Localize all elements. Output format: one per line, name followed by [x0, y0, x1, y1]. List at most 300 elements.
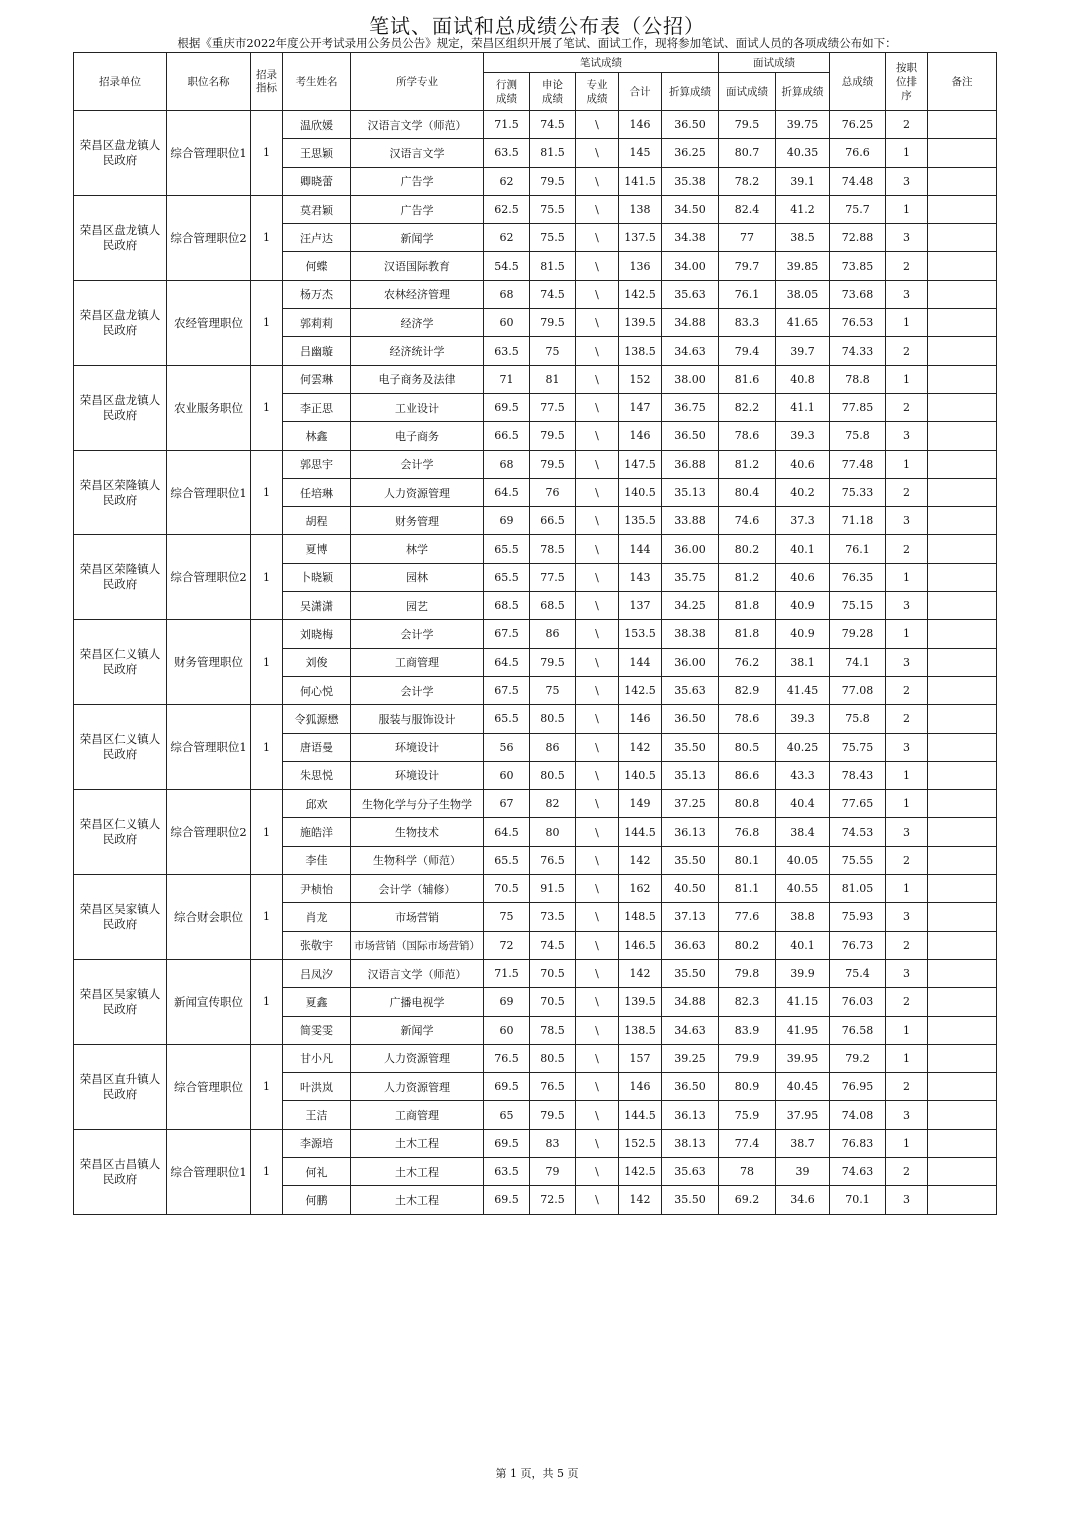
written-total: 142.5 — [619, 1157, 662, 1185]
rank: 1 — [886, 761, 928, 789]
table-row — [74, 1044, 997, 1072]
candidate-major: 汉语言文学（师范） — [351, 959, 484, 987]
position-name: 农业服务职位 — [167, 365, 251, 450]
final-score: 76.1 — [830, 535, 886, 563]
interview-converted: 39.95 — [776, 1044, 830, 1072]
zhuanye-score: \ — [576, 280, 619, 308]
table-row — [74, 1129, 997, 1157]
xingce-score: 62 — [484, 167, 530, 195]
final-score: 78.8 — [830, 365, 886, 393]
remark — [928, 761, 997, 789]
remark — [928, 478, 997, 506]
quota: 1 — [251, 280, 283, 365]
rank: 1 — [886, 195, 928, 223]
shenlun-score: 80.5 — [530, 705, 576, 733]
remark — [928, 818, 997, 846]
interview-score: 76.1 — [719, 280, 776, 308]
zhuanye-score: \ — [576, 535, 619, 563]
interview-score: 79.4 — [719, 337, 776, 365]
remark — [928, 224, 997, 252]
shenlun-score: 79.5 — [530, 309, 576, 337]
shenlun-score: 75.5 — [530, 195, 576, 223]
xingce-score: 69 — [484, 988, 530, 1016]
interview-score: 77 — [719, 224, 776, 252]
candidate-name: 莫君颖 — [283, 195, 351, 223]
interview-converted: 40.55 — [776, 875, 830, 903]
remark — [928, 422, 997, 450]
rank: 1 — [886, 1016, 928, 1044]
rank: 2 — [886, 393, 928, 421]
rank: 3 — [886, 167, 928, 195]
interview-score: 80.4 — [719, 478, 776, 506]
final-score: 75.15 — [830, 592, 886, 620]
position-name: 综合管理职位2 — [167, 535, 251, 620]
interview-score: 74.6 — [719, 507, 776, 535]
candidate-major: 会计学（辅修） — [351, 875, 484, 903]
written-converted: 36.50 — [662, 705, 719, 733]
candidate-major: 广告学 — [351, 195, 484, 223]
rank: 2 — [886, 1157, 928, 1185]
final-score: 76.25 — [830, 111, 886, 139]
written-converted: 37.13 — [662, 903, 719, 931]
written-converted: 36.88 — [662, 450, 719, 478]
header-written-group: 笔试成绩 — [484, 53, 719, 73]
interview-converted: 41.45 — [776, 676, 830, 704]
header-quota: 招录指标 — [251, 53, 283, 111]
written-converted: 34.50 — [662, 195, 719, 223]
zhuanye-score: \ — [576, 337, 619, 365]
zhuanye-score: \ — [576, 1101, 619, 1129]
written-total: 145 — [619, 139, 662, 167]
rank: 3 — [886, 507, 928, 535]
written-total: 136 — [619, 252, 662, 280]
header-interview-group: 面试成绩 — [719, 53, 830, 73]
written-total: 142 — [619, 959, 662, 987]
written-total: 142 — [619, 846, 662, 874]
shenlun-score: 80.5 — [530, 1044, 576, 1072]
final-score: 77.08 — [830, 676, 886, 704]
remark — [928, 365, 997, 393]
candidate-major: 新闻学 — [351, 1016, 484, 1044]
interview-score: 76.2 — [719, 648, 776, 676]
interview-converted: 37.95 — [776, 1101, 830, 1129]
remark — [928, 676, 997, 704]
interview-converted: 41.65 — [776, 309, 830, 337]
interview-converted: 38.7 — [776, 1129, 830, 1157]
candidate-major: 土木工程 — [351, 1157, 484, 1185]
interview-score: 78.2 — [719, 167, 776, 195]
written-converted: 35.63 — [662, 676, 719, 704]
interview-converted: 40.9 — [776, 592, 830, 620]
remark — [928, 620, 997, 648]
zhuanye-score: \ — [576, 875, 619, 903]
rank: 3 — [886, 280, 928, 308]
quota: 1 — [251, 111, 283, 196]
table-row — [74, 959, 997, 987]
zhuanye-score: \ — [576, 676, 619, 704]
written-total: 140.5 — [619, 761, 662, 789]
rank: 1 — [886, 790, 928, 818]
zhuanye-score: \ — [576, 139, 619, 167]
interview-converted: 39.1 — [776, 167, 830, 195]
final-score: 74.48 — [830, 167, 886, 195]
interview-score: 82.4 — [719, 195, 776, 223]
written-total: 146 — [619, 111, 662, 139]
zhuanye-score: \ — [576, 1016, 619, 1044]
candidate-major: 工商管理 — [351, 648, 484, 676]
rank: 3 — [886, 903, 928, 931]
shenlun-score: 79.5 — [530, 422, 576, 450]
xingce-score: 60 — [484, 309, 530, 337]
candidate-name: 胡程 — [283, 507, 351, 535]
final-score: 75.8 — [830, 705, 886, 733]
final-score: 72.88 — [830, 224, 886, 252]
candidate-major: 经济学 — [351, 309, 484, 337]
xingce-score: 69.5 — [484, 393, 530, 421]
interview-converted: 39.85 — [776, 252, 830, 280]
candidate-major: 广播电视学 — [351, 988, 484, 1016]
zhuanye-score: \ — [576, 450, 619, 478]
candidate-major: 电子商务 — [351, 422, 484, 450]
written-converted: 36.00 — [662, 648, 719, 676]
candidate-name: 夏鑫 — [283, 988, 351, 1016]
written-total: 147 — [619, 393, 662, 421]
candidate-name: 施皓洋 — [283, 818, 351, 846]
rank: 3 — [886, 1186, 928, 1214]
shenlun-score: 74.5 — [530, 931, 576, 959]
interview-converted: 40.6 — [776, 450, 830, 478]
rank: 2 — [886, 931, 928, 959]
candidate-major: 市场营销（国际市场营销） — [351, 931, 484, 959]
candidate-name: 肖龙 — [283, 903, 351, 931]
interview-converted: 40.25 — [776, 733, 830, 761]
zhuanye-score: \ — [576, 903, 619, 931]
quota: 1 — [251, 535, 283, 620]
written-total: 142 — [619, 1186, 662, 1214]
written-total: 137 — [619, 592, 662, 620]
candidate-name: 张敬宇 — [283, 931, 351, 959]
remark — [928, 139, 997, 167]
interview-score: 79.8 — [719, 959, 776, 987]
written-converted: 39.25 — [662, 1044, 719, 1072]
shenlun-score: 80.5 — [530, 761, 576, 789]
recruit-unit: 荣昌区盘龙镇人民政府 — [74, 280, 167, 365]
shenlun-score: 77.5 — [530, 563, 576, 591]
zhuanye-score: \ — [576, 1129, 619, 1157]
interview-converted: 40.35 — [776, 139, 830, 167]
final-score: 74.08 — [830, 1101, 886, 1129]
candidate-major: 工商管理 — [351, 1101, 484, 1129]
written-total: 146.5 — [619, 931, 662, 959]
written-converted: 36.50 — [662, 422, 719, 450]
xingce-score: 63.5 — [484, 1157, 530, 1185]
interview-converted: 40.2 — [776, 478, 830, 506]
written-converted: 34.88 — [662, 309, 719, 337]
rank: 1 — [886, 309, 928, 337]
header-remark: 备注 — [928, 53, 997, 111]
position-name: 农经管理职位 — [167, 280, 251, 365]
final-score: 76.6 — [830, 139, 886, 167]
xingce-score: 64.5 — [484, 478, 530, 506]
zhuanye-score: \ — [576, 478, 619, 506]
interview-score: 81.8 — [719, 620, 776, 648]
written-converted: 35.63 — [662, 1157, 719, 1185]
interview-converted: 39.75 — [776, 111, 830, 139]
recruit-unit: 荣昌区吴家镇人民政府 — [74, 959, 167, 1044]
recruit-unit: 荣昌区盘龙镇人民政府 — [74, 365, 167, 450]
zhuanye-score: \ — [576, 309, 619, 337]
interview-score: 81.2 — [719, 563, 776, 591]
remark — [928, 903, 997, 931]
xingce-score: 69 — [484, 507, 530, 535]
remark — [928, 790, 997, 818]
header-interview: 面试成绩 — [719, 73, 776, 111]
shenlun-score: 83 — [530, 1129, 576, 1157]
remark — [928, 1186, 997, 1214]
zhuanye-score: \ — [576, 818, 619, 846]
interview-score: 79.5 — [719, 111, 776, 139]
candidate-name: 王洁 — [283, 1101, 351, 1129]
interview-score: 77.4 — [719, 1129, 776, 1157]
final-score: 76.03 — [830, 988, 886, 1016]
candidate-name: 叶洪岚 — [283, 1073, 351, 1101]
written-converted: 36.63 — [662, 931, 719, 959]
written-total: 142.5 — [619, 676, 662, 704]
shenlun-score: 75 — [530, 676, 576, 704]
remark — [928, 280, 997, 308]
interview-converted: 40.6 — [776, 563, 830, 591]
remark — [928, 875, 997, 903]
final-score: 76.58 — [830, 1016, 886, 1044]
final-score: 78.43 — [830, 761, 886, 789]
rank: 1 — [886, 563, 928, 591]
candidate-major: 工业设计 — [351, 393, 484, 421]
interview-converted: 41.15 — [776, 988, 830, 1016]
zhuanye-score: \ — [576, 620, 619, 648]
written-converted: 36.13 — [662, 1101, 719, 1129]
written-total: 144 — [619, 648, 662, 676]
written-converted: 33.88 — [662, 507, 719, 535]
candidate-name: 任培琳 — [283, 478, 351, 506]
shenlun-score: 73.5 — [530, 903, 576, 931]
table-row — [74, 875, 997, 903]
shenlun-score: 79.5 — [530, 648, 576, 676]
rank: 2 — [886, 337, 928, 365]
remark — [928, 111, 997, 139]
table-row — [74, 111, 997, 139]
xingce-score: 71.5 — [484, 111, 530, 139]
written-converted: 38.13 — [662, 1129, 719, 1157]
zhuanye-score: \ — [576, 111, 619, 139]
candidate-major: 人力资源管理 — [351, 478, 484, 506]
candidate-name: 李佳 — [283, 846, 351, 874]
rank: 1 — [886, 450, 928, 478]
candidate-name: 何礼 — [283, 1157, 351, 1185]
quota: 1 — [251, 450, 283, 535]
candidate-major: 土木工程 — [351, 1129, 484, 1157]
quota: 1 — [251, 195, 283, 280]
remark — [928, 959, 997, 987]
written-total: 146 — [619, 705, 662, 733]
final-score: 81.05 — [830, 875, 886, 903]
interview-converted: 38.1 — [776, 648, 830, 676]
xingce-score: 60 — [484, 761, 530, 789]
rank: 2 — [886, 1073, 928, 1101]
interview-converted: 40.9 — [776, 620, 830, 648]
zhuanye-score: \ — [576, 1044, 619, 1072]
recruit-unit: 荣昌区直升镇人民政府 — [74, 1044, 167, 1129]
final-score: 76.35 — [830, 563, 886, 591]
candidate-major: 生物技术 — [351, 818, 484, 846]
candidate-name: 李正思 — [283, 393, 351, 421]
final-score: 70.1 — [830, 1186, 886, 1214]
rank: 1 — [886, 620, 928, 648]
rank: 2 — [886, 988, 928, 1016]
written-converted: 35.50 — [662, 733, 719, 761]
candidate-name: 甘小凡 — [283, 1044, 351, 1072]
quota: 1 — [251, 620, 283, 705]
final-score: 77.48 — [830, 450, 886, 478]
xingce-score: 70.5 — [484, 875, 530, 903]
quota: 1 — [251, 1044, 283, 1129]
remark — [928, 393, 997, 421]
interview-score: 80.8 — [719, 790, 776, 818]
candidate-major: 园艺 — [351, 592, 484, 620]
candidate-major: 汉语国际教育 — [351, 252, 484, 280]
score-table — [73, 52, 997, 1215]
interview-score: 75.9 — [719, 1101, 776, 1129]
written-total: 138.5 — [619, 1016, 662, 1044]
final-score: 77.85 — [830, 393, 886, 421]
remark — [928, 195, 997, 223]
shenlun-score: 86 — [530, 620, 576, 648]
table-row — [74, 195, 997, 223]
written-total: 139.5 — [619, 988, 662, 1016]
position-name: 财务管理职位 — [167, 620, 251, 705]
xingce-score: 63.5 — [484, 139, 530, 167]
written-converted: 38.00 — [662, 365, 719, 393]
remark — [928, 563, 997, 591]
candidate-name: 夏博 — [283, 535, 351, 563]
written-total: 135.5 — [619, 507, 662, 535]
header-unit: 招录单位 — [74, 53, 167, 111]
written-total: 140.5 — [619, 478, 662, 506]
candidate-name: 朱思悦 — [283, 761, 351, 789]
candidate-name: 温欣媛 — [283, 111, 351, 139]
xingce-score: 67 — [484, 790, 530, 818]
rank: 2 — [886, 535, 928, 563]
rank: 3 — [886, 818, 928, 846]
table-row — [74, 280, 997, 308]
candidate-major: 会计学 — [351, 620, 484, 648]
interview-score: 80.5 — [719, 733, 776, 761]
xingce-score: 76.5 — [484, 1044, 530, 1072]
candidate-major: 园林 — [351, 563, 484, 591]
rank: 3 — [886, 733, 928, 761]
candidate-name: 卜晓颖 — [283, 563, 351, 591]
written-converted: 40.50 — [662, 875, 719, 903]
candidate-name: 邱欢 — [283, 790, 351, 818]
remark — [928, 648, 997, 676]
header-written-converted: 折算成绩 — [662, 73, 719, 111]
written-total: 141.5 — [619, 167, 662, 195]
zhuanye-score: \ — [576, 761, 619, 789]
zhuanye-score: \ — [576, 705, 619, 733]
remark — [928, 592, 997, 620]
remark — [928, 337, 997, 365]
candidate-major: 汉语言文学 — [351, 139, 484, 167]
xingce-score: 75 — [484, 903, 530, 931]
shenlun-score: 74.5 — [530, 111, 576, 139]
shenlun-score: 76.5 — [530, 846, 576, 874]
candidate-name: 令狐源懋 — [283, 705, 351, 733]
candidate-major: 生物科学（师范） — [351, 846, 484, 874]
rank: 2 — [886, 252, 928, 280]
zhuanye-score: \ — [576, 195, 619, 223]
rank: 3 — [886, 422, 928, 450]
remark — [928, 988, 997, 1016]
xingce-score: 67.5 — [484, 620, 530, 648]
final-score: 75.33 — [830, 478, 886, 506]
interview-score: 79.9 — [719, 1044, 776, 1072]
zhuanye-score: \ — [576, 224, 619, 252]
remark — [928, 1044, 997, 1072]
candidate-major: 服装与服饰设计 — [351, 705, 484, 733]
header-position: 职位名称 — [167, 53, 251, 111]
remark — [928, 1129, 997, 1157]
candidate-name: 吕凤汐 — [283, 959, 351, 987]
written-converted: 35.13 — [662, 478, 719, 506]
candidate-name: 尹桢怡 — [283, 875, 351, 903]
shenlun-score: 78.5 — [530, 1016, 576, 1044]
rank: 3 — [886, 592, 928, 620]
written-total: 162 — [619, 875, 662, 903]
written-total: 142 — [619, 733, 662, 761]
xingce-score: 67.5 — [484, 676, 530, 704]
candidate-major: 环境设计 — [351, 761, 484, 789]
remark — [928, 1101, 997, 1129]
shenlun-score: 80 — [530, 818, 576, 846]
zhuanye-score: \ — [576, 365, 619, 393]
remark — [928, 733, 997, 761]
quota: 1 — [251, 365, 283, 450]
xingce-score: 62.5 — [484, 195, 530, 223]
rank: 3 — [886, 224, 928, 252]
final-score: 74.63 — [830, 1157, 886, 1185]
quota: 1 — [251, 790, 283, 875]
final-score: 79.2 — [830, 1044, 886, 1072]
position-name: 新闻宣传职位 — [167, 959, 251, 1044]
candidate-name: 何鹏 — [283, 1186, 351, 1214]
table-row — [74, 705, 997, 733]
shenlun-score: 78.5 — [530, 535, 576, 563]
xingce-score: 65.5 — [484, 563, 530, 591]
remark — [928, 252, 997, 280]
rank: 2 — [886, 676, 928, 704]
written-converted: 35.63 — [662, 280, 719, 308]
candidate-major: 财务管理 — [351, 507, 484, 535]
written-total: 142.5 — [619, 280, 662, 308]
shenlun-score: 81 — [530, 365, 576, 393]
written-converted: 35.38 — [662, 167, 719, 195]
final-score: 79.28 — [830, 620, 886, 648]
interview-converted: 41.2 — [776, 195, 830, 223]
written-total: 138 — [619, 195, 662, 223]
candidate-name: 汪卢达 — [283, 224, 351, 252]
written-total: 157 — [619, 1044, 662, 1072]
candidate-major: 经济统计学 — [351, 337, 484, 365]
zhuanye-score: \ — [576, 846, 619, 874]
